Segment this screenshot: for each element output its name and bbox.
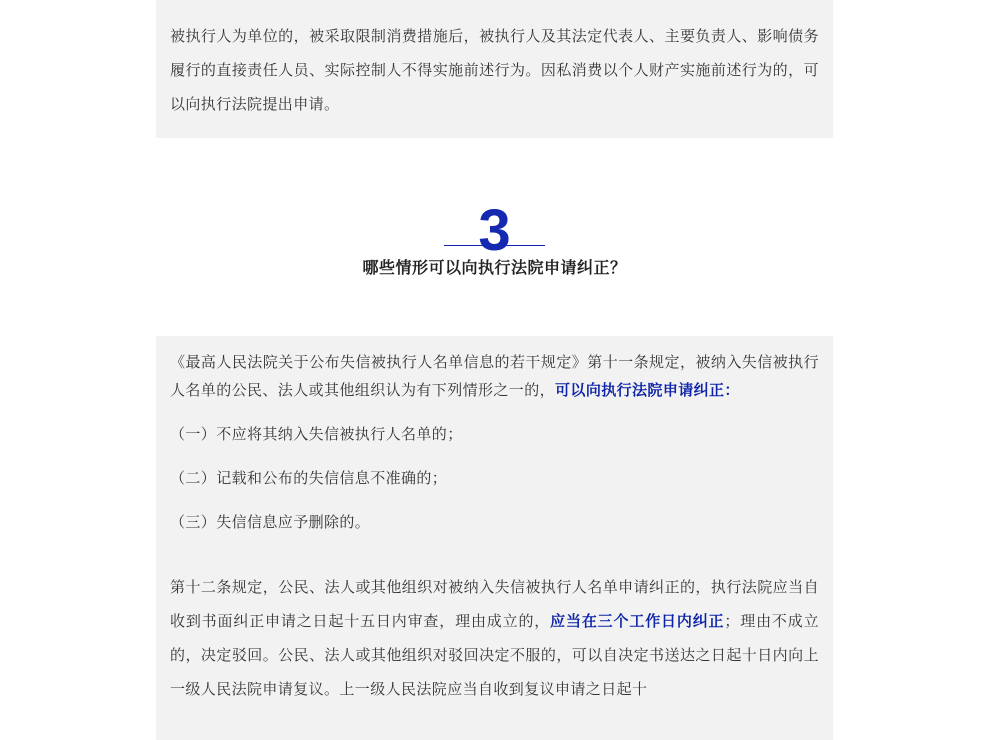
quote-box-top	[156, 0, 833, 138]
paragraph-article-11	[170, 348, 819, 404]
section-header	[156, 196, 833, 296]
article-11-text: 《最高人民法院关于公布失信被执行人名单信息的若干规定》第十一条规定，被纳入失信被执行人名单的公民、法人或其他组织认为有下列情形之一的，	[170, 353, 819, 399]
section-number: 3	[478, 198, 511, 263]
paragraph-article-12	[170, 570, 819, 706]
list-item-3: （三）失信信息应予删除的。	[170, 513, 371, 531]
section-title: 哪些情形可以向执行法院申请纠正？	[362, 258, 627, 277]
list-item-1: （一）不应将其纳入失信被执行人名单的；	[170, 425, 463, 443]
paragraph-unit-restriction: 被执行人为单位的，被采取限制消费措施后，被执行人及其法定代表人、主要负责人、影响债务履行的直接责任人员、实际控制人不得实施前述行为。因私消费以个人财产实施前述行为的，可以向执行法院提出申请。	[170, 27, 819, 113]
list-item-2: （二）记载和公布的失信信息不准确的；	[170, 469, 448, 487]
quote-box-main	[156, 336, 833, 740]
article-11-highlight: 可以向执行法院申请纠正：	[555, 381, 740, 399]
article-12-text-b: ；理由不成立的，决定驳回。公民、法人或其他组织对驳回决定不服的，可以自决定书送达之日起十日内向上一级人民法院申请复议。上一级人民法院应当自收到复议申请之日起十	[170, 612, 820, 698]
article-12-text-a: 第十二条规定，公民、法人或其他组织对被纳入失信被执行人名单申请纠正的，执行法院应当自收到书面纠正申请之日起十五日内审查，理由成立的，	[170, 578, 819, 630]
article-12-highlight: 应当在三个工作日内纠正	[550, 612, 725, 630]
